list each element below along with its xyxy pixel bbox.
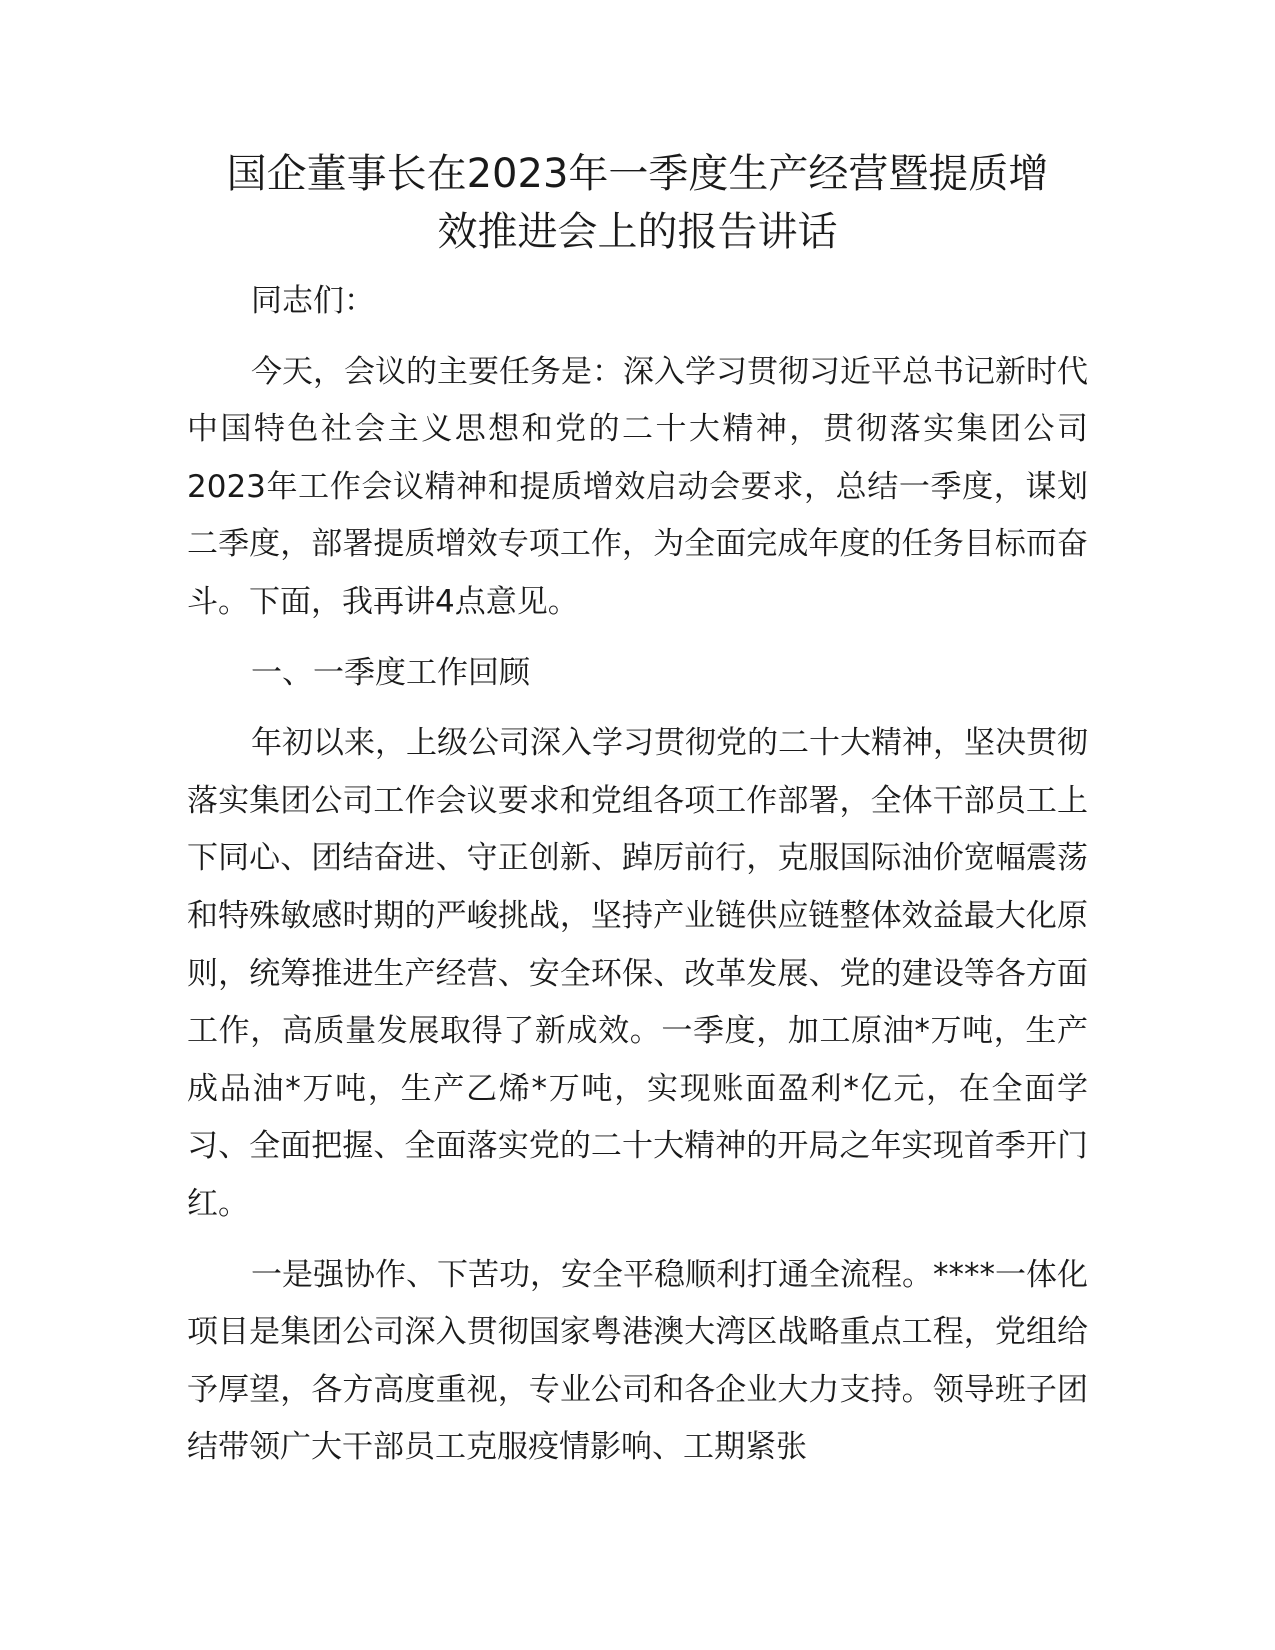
salutation-paragraph: 同志们：: [251, 283, 375, 319]
review-paragraph: 年初以来，上级公司深入学习贯彻党的二十大精神，坚决贯彻落实集团公司工作会议要求和党组各项工作部署，全体干部员工上下同心、团结奋进、守正创新、踔厉前行，克服国际油价宽幅震荡和特殊敏感时期的严峻挑战，坚持产业链供应链整体效益最大化原则，统筹推进生产经营、安全环保、改革发展、党的建设等各方面工作，高质量发展取得了新成效。一季度，加工原油*万吨，生产成品油*万吨，生产乙烯*万吨，实现账面盈利*亿元，在全面学习、全面把握、全面落实党的二十大精神的开局之年实现首季开门红。: [187, 725, 1088, 1222]
title-line-2: 效推进会上的报告讲话: [437, 209, 838, 255]
document-title: [187, 145, 1088, 261]
title-line-1: 国企董事长在2023年一季度生产经营暨提质增: [226, 151, 1049, 197]
intro-paragraph: 今天，会议的主要任务是：深入学习贯彻习近平总书记新时代中国特色社会主义思想和党的二十大精神，贯彻落实集团公司2023年工作会议精神和提质增效启动会要求，总结一季度，谋划二季度，部署提质增效专项工作，为全面完成年度的任务目标而奋斗。下面，我再讲4点意见。: [187, 353, 1088, 620]
section-heading: 一、一季度工作回顾: [251, 654, 530, 691]
point-one-paragraph: 一是强协作、下苦功，安全平稳顺利打通全流程。****一体化项目是集团公司深入贯彻国家粤港澳大湾区战略重点工程，党组给予厚望，各方高度重视，专业公司和各企业大力支持。领导班子团结带领广大干部员工克服疫情影响、工期紧张: [187, 1256, 1088, 1466]
document-body: [187, 145, 1088, 1477]
